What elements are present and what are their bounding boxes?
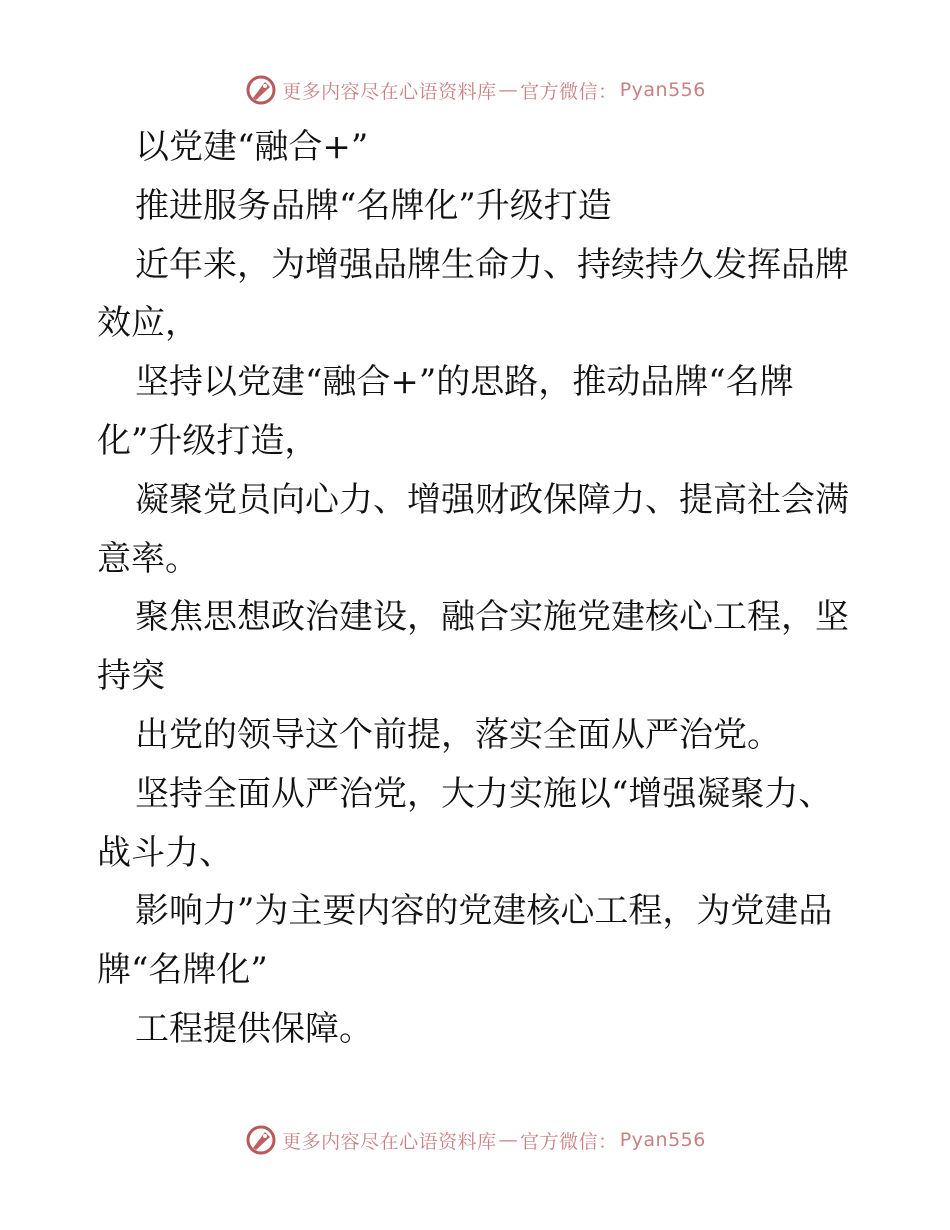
text-line: 坚持以党建“融合+”的思路，推动品牌“名牌 (135, 362, 794, 403)
watermark-main-text: 更多内容尽在心语资料库 (282, 1130, 497, 1153)
watermark-official-label: 官方微信： (520, 1130, 618, 1153)
text-line: 效应， (97, 303, 199, 344)
text-line: 聚焦思想政治建设，融合实施党建核心工程，坚 (135, 597, 849, 638)
watermark-official-label: 官方微信： (520, 80, 618, 103)
text-line: 意率。 (97, 538, 199, 579)
text-line: 影响力”为主要内容的党建核心工程，为党建品 (135, 891, 833, 932)
text-line: 牌“名牌化” (97, 950, 268, 991)
text-line: 化”升级打造， (97, 420, 319, 461)
document-body (97, 118, 857, 1059)
header-watermark (0, 70, 950, 110)
pen-nib-logo-icon (244, 73, 278, 107)
watermark-dash: — (498, 79, 519, 101)
text-line: 推进服务品牌“名牌化”升级打造 (135, 185, 612, 226)
text-line: 近年来，为增强品牌生命力、持续持久发挥品牌 (135, 244, 849, 285)
text-line: 以党建“融合+” (135, 127, 369, 167)
watermark-dash: — (498, 1129, 519, 1151)
watermark-wechat-id: Pyan556 (619, 1129, 706, 1151)
text-line: 战斗力、 (97, 832, 233, 873)
pen-nib-logo-icon (244, 1123, 278, 1157)
text-line: 持突 (97, 656, 165, 697)
watermark-main-text: 更多内容尽在心语资料库 (282, 80, 497, 103)
text-line: 凝聚党员向心力、增强财政保障力、提高社会满 (135, 479, 849, 520)
watermark-wechat-id: Pyan556 (619, 79, 706, 101)
text-line: 坚持全面从严治党，大力实施以“增强凝聚力、 (135, 773, 833, 814)
text-line: 出党的领导这个前提，落实全面从严治党。 (135, 714, 781, 755)
text-line: 工程提供保障。 (135, 1008, 373, 1049)
footer-watermark (0, 1120, 950, 1160)
